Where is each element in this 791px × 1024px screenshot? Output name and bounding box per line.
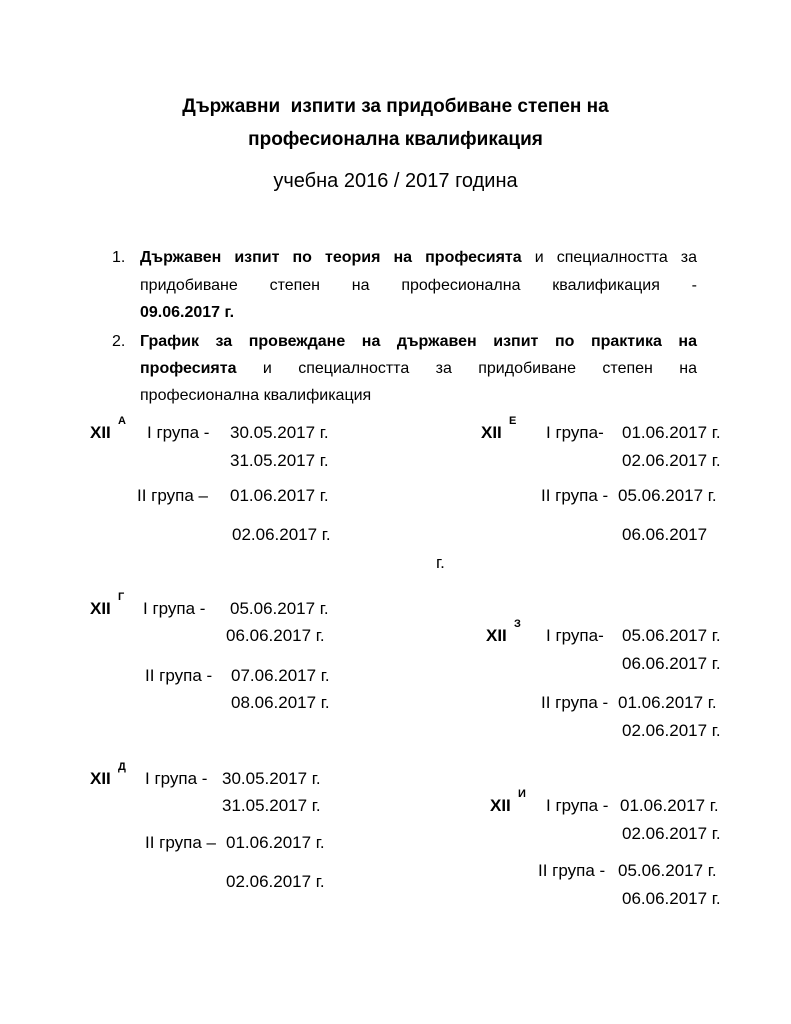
exam-date: 05.06.2017 г. <box>618 861 717 880</box>
list-text: и специалността за придобиване степен на <box>236 360 697 377</box>
exam-date: 02.06.2017 г. <box>226 872 325 891</box>
list-line <box>140 331 697 353</box>
exam-date: 01.06.2017 г. <box>620 796 719 815</box>
group-label: I група - <box>546 796 609 815</box>
group-label: II група - <box>538 861 606 880</box>
group-label: I група- <box>546 626 604 645</box>
list-line <box>140 247 697 269</box>
exam-date: 01.06.2017 г. <box>230 486 329 505</box>
exam-date: 05.06.2017 г. <box>230 599 329 618</box>
theory-exam-date: 09.06.2017 г. <box>140 304 235 321</box>
group-label: II група - <box>541 486 609 505</box>
exam-date: 06.06.2017 г. <box>622 654 721 673</box>
practice-exam-heading: График за провеждане на държавен изпит по практика на <box>140 333 697 350</box>
list-number: 2. <box>112 333 126 350</box>
list-text: професионална квалификация <box>140 387 372 404</box>
list-text: и специалността за <box>521 249 698 266</box>
class-letter: А <box>118 415 126 427</box>
class-letter: Д <box>118 761 126 773</box>
exam-date: 30.05.2017 г. <box>222 769 321 788</box>
exam-date: 06.06.2017 г. <box>622 889 721 908</box>
class-letter: И <box>518 788 526 800</box>
list-line <box>140 358 697 380</box>
exam-date: 02.06.2017 г. <box>622 451 721 470</box>
exam-date: 02.06.2017 г. <box>232 525 331 544</box>
academic-year: учебна 2016 / 2017 година <box>273 170 518 192</box>
class-letter: Г <box>118 591 125 603</box>
group-label: I група - <box>143 599 206 618</box>
document-title-line-2: професионална квалификация <box>248 129 543 150</box>
schedule-note: г. <box>436 553 445 572</box>
group-label: II група – <box>145 833 216 852</box>
group-label: II група – <box>137 486 208 505</box>
exam-date: 01.06.2017 г. <box>618 693 717 712</box>
class-label: XII <box>90 423 111 442</box>
class-label: XII <box>490 796 511 815</box>
class-label: XII <box>90 599 111 618</box>
class-label: XII <box>481 423 502 442</box>
practice-exam-heading-cont: професията <box>140 360 237 377</box>
exam-date: 02.06.2017 г. <box>622 721 721 740</box>
exam-date: 30.05.2017 г. <box>230 423 329 442</box>
exam-date: 01.06.2017 г. <box>226 833 325 852</box>
exam-date: 02.06.2017 г. <box>622 824 721 843</box>
exam-date: 06.06.2017 г. <box>226 626 325 645</box>
group-label: II група - <box>145 666 213 685</box>
exam-date: 08.06.2017 г. <box>231 693 330 712</box>
exam-date: 05.06.2017 г. <box>622 626 721 645</box>
group-label: II група - <box>541 693 609 712</box>
exam-date: 05.06.2017 г. <box>618 486 717 505</box>
theory-exam-heading: Държавен изпит по теория на професията <box>140 249 522 266</box>
group-label: I група - <box>145 769 208 788</box>
list-number: 1. <box>112 249 126 266</box>
class-letter: З <box>514 618 521 630</box>
document-title-line-1: Държавни изпити за придобиване степен на <box>182 96 609 117</box>
class-label: XII <box>90 769 111 788</box>
exam-date: 01.06.2017 г. <box>622 423 721 442</box>
list-line <box>140 275 697 297</box>
class-letter: Е <box>509 415 517 427</box>
group-label: I група- <box>546 423 604 442</box>
list-text: придобиване степен на професионална квалификация - <box>140 277 697 294</box>
exam-date: 06.06.2017 <box>622 525 708 544</box>
class-label: XII <box>486 626 507 645</box>
exam-date: 31.05.2017 г. <box>230 451 329 470</box>
exam-date: 31.05.2017 г. <box>222 796 321 815</box>
group-label: I група - <box>147 423 210 442</box>
exam-date: 07.06.2017 г. <box>231 666 330 685</box>
